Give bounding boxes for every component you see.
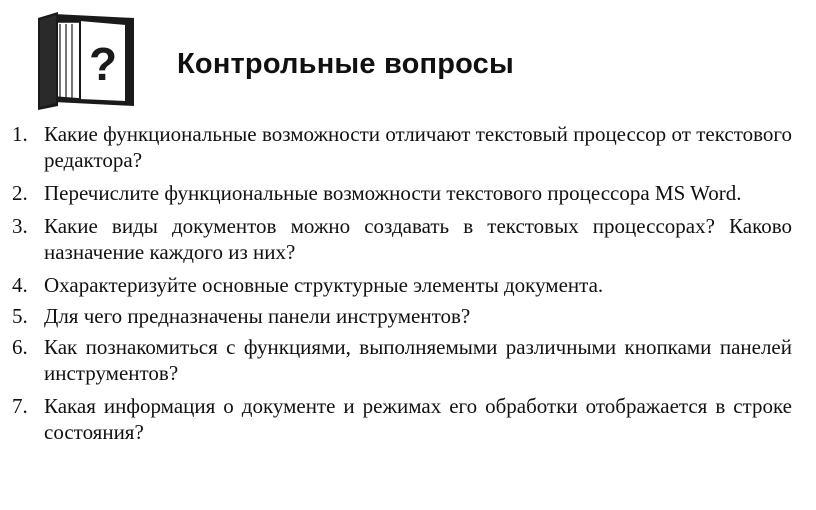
list-item <box>12 303 792 329</box>
question-text: Для чего предназначены панели инструментов? <box>44 304 471 328</box>
list-item <box>12 121 792 173</box>
list-item <box>12 213 792 265</box>
question-number: 6. <box>12 335 28 359</box>
svg-text:?: ? <box>88 38 118 90</box>
question-number: 4. <box>12 273 28 297</box>
question-number: 7. <box>12 394 28 418</box>
question-text: Охарактеризуйте основные структурные элементы документа. <box>44 273 604 297</box>
question-text: Перечислите функциональные возможности текстового процессора MS Word. <box>44 181 742 205</box>
page-title: Контрольные вопросы <box>177 48 514 80</box>
question-text: Какие функциональные возможности отличают текстовый процессор от текстового редактора? <box>44 122 792 172</box>
question-number: 1. <box>12 122 28 146</box>
question-number: 2. <box>12 181 28 205</box>
book-question-icon <box>36 10 136 110</box>
list-item <box>12 272 792 298</box>
list-item <box>12 334 792 386</box>
question-text: Как познакомиться с функциями, выполняемыми различными кнопками панелей инструментов? <box>44 335 792 385</box>
questions-list <box>12 121 792 445</box>
list-item <box>12 393 792 445</box>
list-item <box>12 180 792 206</box>
question-number: 5. <box>12 304 28 328</box>
question-text: Какие виды документов можно создавать в текстовых процессорах? Каково назначение каждого из них? <box>44 214 792 264</box>
question-text: Какая информация о документе и режимах его обработки отображается в строке состояния? <box>44 394 792 444</box>
question-number: 3. <box>12 214 28 238</box>
